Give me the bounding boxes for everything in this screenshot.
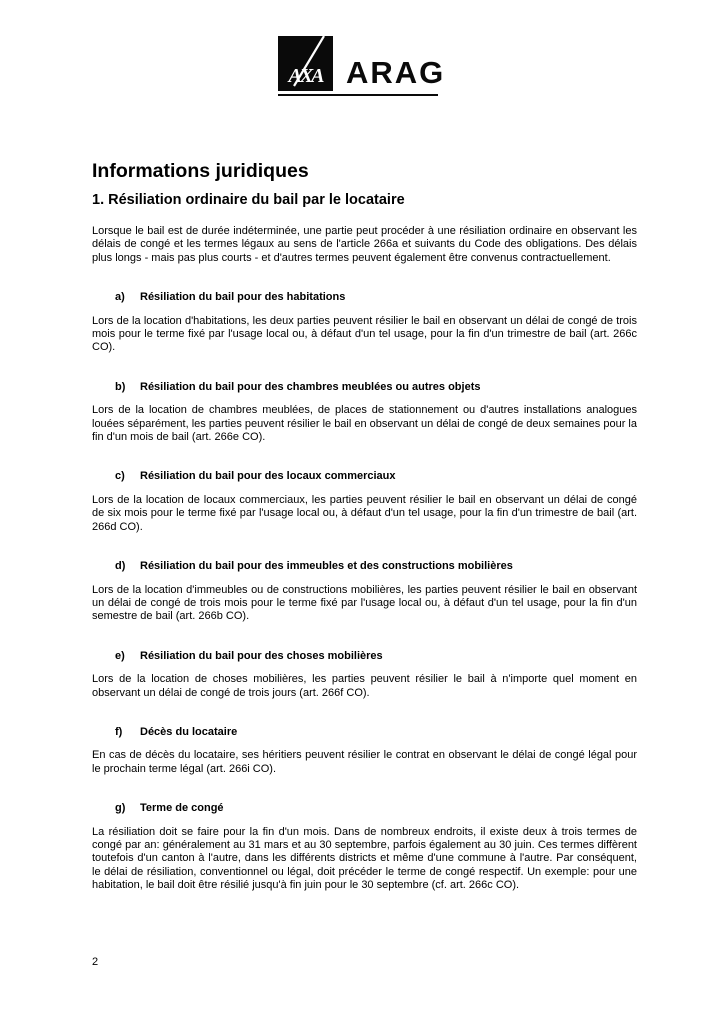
subsection-heading-text: Résiliation du bail pour des chambres meublées ou autres objets xyxy=(140,380,481,393)
page-title: Informations juridiques xyxy=(92,160,309,182)
subsection-heading xyxy=(92,802,637,815)
subsection-heading-text: Résiliation du bail pour des locaux commerciaux xyxy=(140,470,396,483)
subsection-body: Lors de la location de choses mobilières, les parties peuvent résilier le bail à n'importe quel moment en observant un délai de congé de trois jours (art. 266f CO). xyxy=(92,673,637,699)
subsection-body: La résiliation doit se faire pour la fin d'un mois. Dans de nombreux endroits, il existe deux à trois termes de congé par an: généralement au 31 mars et au 30 septembre, parfois également au 30 juin. Ces termes diffèrent toutefois d'un canton à l'autre, dans les différents districts et même d'une commune à l'autre. Par conséquent, le délai de résiliation, conventionnel ou légal, doit précéder le terme de congé respectif. Un exemple: pour une habitation, le bail doit être résilié jusqu'à fin juin pour le 30 septembre (cf. art. 266c CO). xyxy=(92,825,637,892)
subsection-heading-text: Résiliation du bail pour des choses mobilières xyxy=(140,649,383,662)
subsection-b xyxy=(92,381,637,445)
subsection-label: d) xyxy=(115,560,126,573)
subsection-d xyxy=(92,560,637,624)
subsection-heading-text: Terme de congé xyxy=(140,802,224,815)
subsection-heading xyxy=(92,726,637,739)
subsection-label: c) xyxy=(115,470,125,483)
axa-logo-text: AXA xyxy=(288,65,323,87)
section-title: 1. Résiliation ordinaire du bail par le locataire xyxy=(92,192,405,208)
subsection-body: Lors de la location de locaux commerciaux, les parties peuvent résilier le bail en observant un délai de congé de six mois pour le terme fixé par l'usage local ou, à défaut d'un tel usage, pour la fin d'un trimestre de bail (art. 266d CO). xyxy=(92,493,637,533)
page-number: 2 xyxy=(92,956,99,968)
intro-paragraph: Lorsque le bail est de durée indéterminée, une partie peut procéder à une résiliation ordinaire en observant les délais de congé et les termes légaux au sens de l'article 266a et suivants du Code des obligations. Des délais plus longs - mais pas plus courts - et d'autres termes peuvent également être convenus contractuellement. xyxy=(92,225,637,264)
subsection-label: e) xyxy=(115,649,125,662)
subsection-heading xyxy=(92,470,637,483)
subsection-e xyxy=(92,650,637,700)
subsection-label: b) xyxy=(115,380,126,393)
subsection-body: Lors de la location de chambres meublées, de places de stationnement ou d'autres installations analogues louées séparément, les parties peuvent résilier le bail en observant un délai de congé de deux semaines pour la fin d'un mois de bail (art. 266e CO). xyxy=(92,404,637,444)
subsection-label: g) xyxy=(115,802,126,815)
subsection-heading xyxy=(92,291,637,304)
subsection-heading-text: Résiliation du bail pour des habitations xyxy=(140,291,346,304)
subsection-body: En cas de décès du locataire, ses héritiers peuvent résilier le contrat en observant le délai de congé légal pour le prochain terme légal (art. 266i CO). xyxy=(92,749,637,775)
subsection-heading-text: Résiliation du bail pour des immeubles et des constructions mobilières xyxy=(140,560,513,573)
document-content xyxy=(92,0,637,893)
subsection-heading-text: Décès du locataire xyxy=(140,725,238,738)
subsection-body: Lors de la location d'habitations, les deux parties peuvent résilier le bail en observant un délai de congé de trois mois pour le terme fixé par l'usage local ou, à défaut d'un tel usage, pour la fin d'un trimestre de bail (art. 266c CO). xyxy=(92,314,637,354)
arag-logo-text: ARAG xyxy=(346,55,446,90)
subsection-g xyxy=(92,802,637,892)
subsection-heading xyxy=(92,560,637,573)
subsection-f xyxy=(92,726,637,776)
subsection-heading xyxy=(92,650,637,663)
subsection-label: a) xyxy=(115,291,125,304)
subsection-label: f) xyxy=(115,725,123,738)
subsection-a xyxy=(92,291,637,355)
subsection-c xyxy=(92,470,637,534)
subsection-body: Lors de la location d'immeubles ou de constructions mobilières, les parties peuvent résilier le bail en observant un délai de congé de trois mois pour le terme fixé par l'usage local ou, à défaut d'un tel usage, pour la fin d'un semestre de bail (art. 266b CO). xyxy=(92,583,637,623)
subsection-heading xyxy=(92,381,637,394)
